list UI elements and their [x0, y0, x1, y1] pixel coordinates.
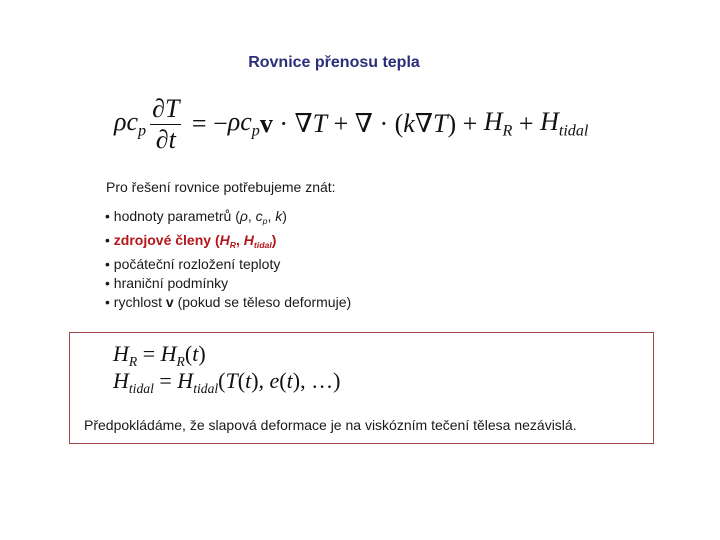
intro-text: Pro řešení rovnice potřebujeme znát:: [106, 179, 336, 195]
list-item: • rychlost v (pokud se těleso deformuje): [105, 294, 352, 311]
tidal-heating-equation: $H_{tidal} = H_{tidal}(T(t)$, e(t), …): [113, 368, 341, 396]
heat-transfer-equation: $\rho c_p$ $\frac{\partial T}{\partial t}$ = − $\rho c_p$ v · ∇ T + ∇ · ( k ∇ T ) + $H_R$ + $H_{tidal}$: [114, 93, 589, 154]
list-item: • hodnoty parametrů (ρ, $c_p$, k): [105, 208, 287, 227]
radiogenic-heating-equation: $H_R = H_R(t)$: [113, 341, 206, 369]
list-item: • zdrojové členy ($H_R$, $H_{tidal}$): [105, 232, 277, 251]
list-item: • počáteční rozložení teploty: [105, 256, 281, 273]
requirements-list: [105, 207, 351, 312]
assumption-note: Předpokládáme, že slapová deformace je na viskózním tečení tělesa nezávislá.: [84, 417, 577, 433]
list-item: • hraniční podmínky: [105, 275, 229, 292]
slide-title: Rovnice přenosu tepla: [248, 54, 420, 71]
